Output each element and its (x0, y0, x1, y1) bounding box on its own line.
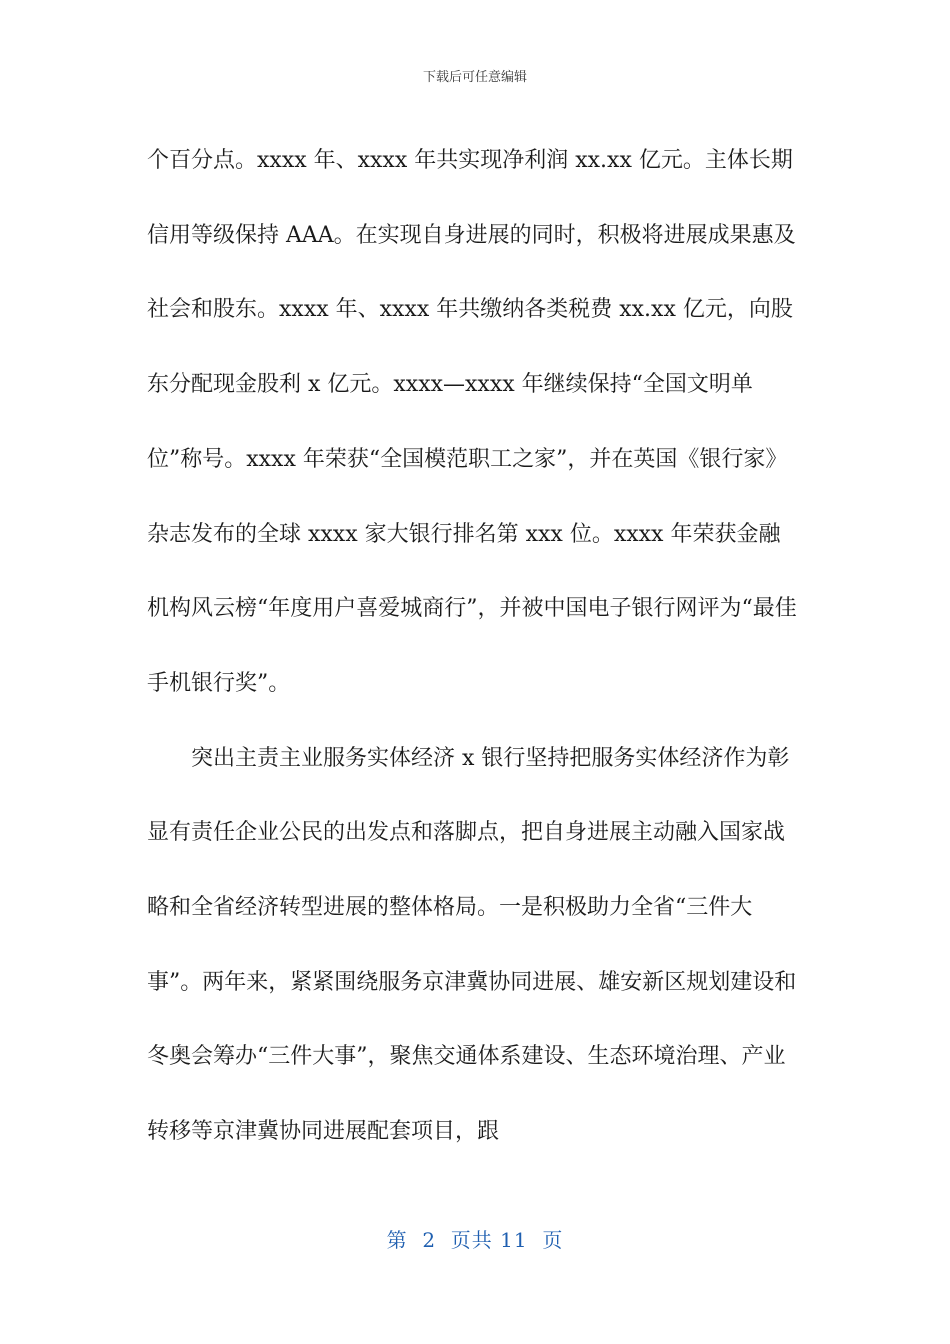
paragraph-2: 突出主责主业服务实体经济 x 银行坚持把服务实体经济作为彰显有责任企业公民的出发点和落脚点，把自身进展主动融入国家战略和全省经济转型进展的整体格局。一是积极助力全省“三件大事”。两年来，紧紧围绕服务京津冀协同进展、雄安新区规划建设和冬奥会筹办“三件大事”，聚焦交通体系建设、生态环境治理、产业转移等京津冀协同进展配套项目，跟 (147, 745, 797, 1145)
page-number-footer (0, 1224, 950, 1253)
document-body (147, 124, 802, 1170)
paragraph-1: 个百分点。xxxx 年、xxxx 年共实现净利润 xx.xx 亿元。主体长期信用等级保持 AAA。在实现自身进展的同时，积极将进展成果惠及社会和股东。xxxx 年、xxxx 年共缴纳各类税费 xx.xx 亿元，向股东分配现金股利 x 亿元。xxxx—xxxx 年继续保持“全国文明单位”称号。xxxx 年荣获“全国模范职工之家”，并在英国《银行家》杂志发布的全球 xxxx 家大银行排名第 xxx 位。xxxx 年荣获金融机构风云榜“年度用户喜爱城商行”，并被中国电子银行网评为“最佳手机银行奖”。 (147, 148, 797, 696)
page-header: 下载后可任意编辑 (422, 70, 527, 85)
page-number-text: 第 2 页共 11 页 (386, 1228, 564, 1252)
